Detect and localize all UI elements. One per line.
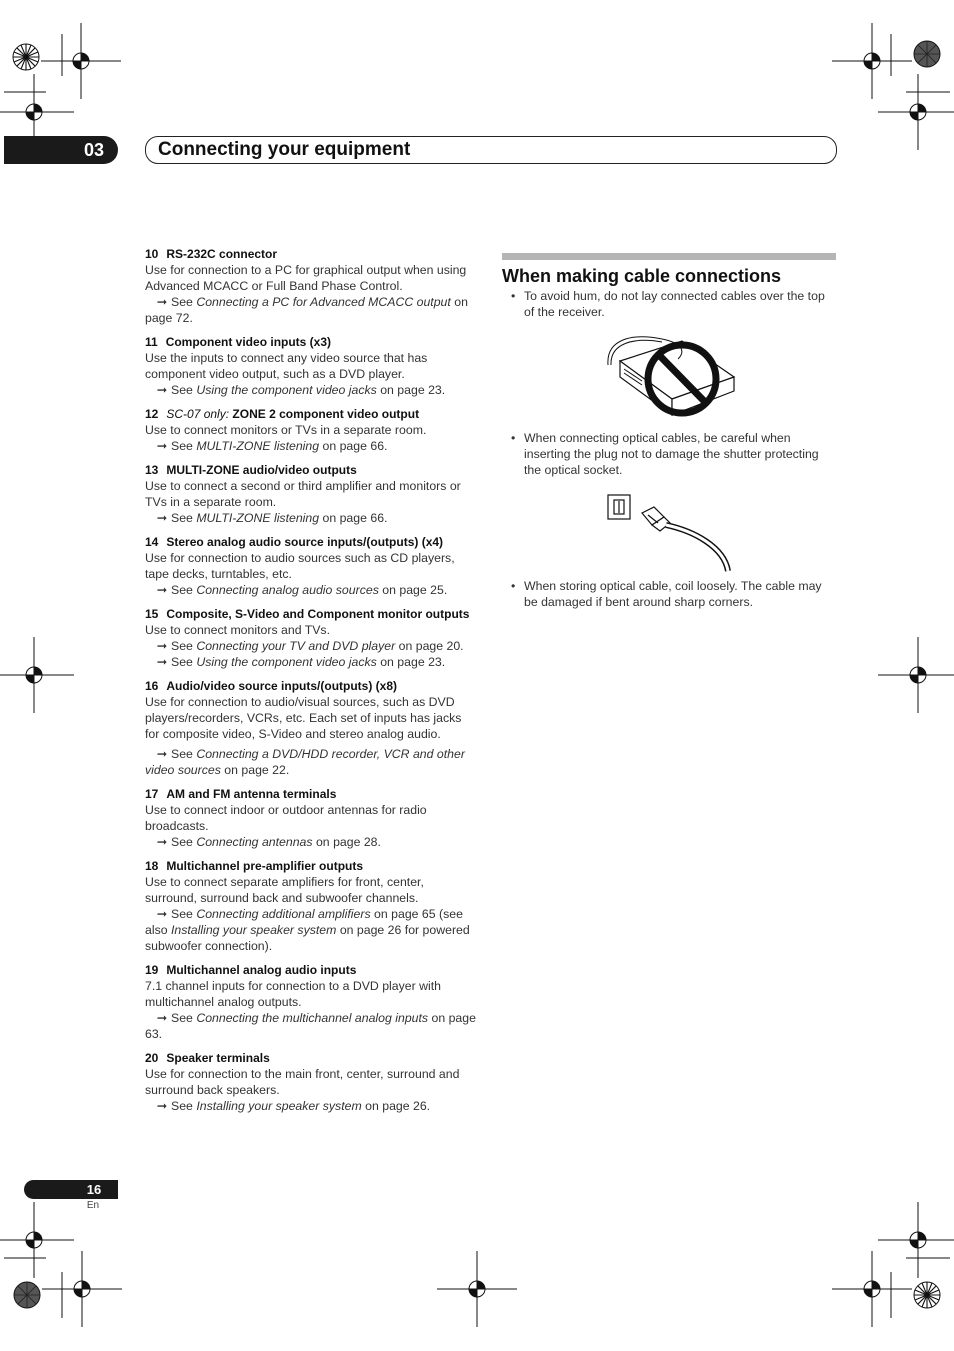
item-body: Use to connect monitors or TVs in a separate room.	[145, 423, 427, 437]
chapter-title: Connecting your equipment	[158, 139, 411, 160]
item-body: Use to connect separate amplifiers for front, center, surround, surround back and subwoofer channels.	[145, 875, 424, 905]
item-body: Use for connection to a PC for graphical output when using Advanced MCACC or Full Band Phase Control.	[145, 263, 467, 293]
page-number: 16	[86, 1182, 102, 1197]
cross-reference: ➞ See MULTI-ZONE listening on page 66.	[145, 438, 478, 454]
item-heading: 20 Speaker terminals	[145, 1051, 270, 1065]
item-body: 7.1 channel inputs for connection to a DVD player with multichannel analog outputs.	[145, 979, 441, 1009]
cross-reference: ➞ See Connecting a DVD/HDD recorder, VCR and other video sources on page 22.	[145, 747, 465, 777]
list-item	[145, 1050, 478, 1114]
bullet-item: • When connecting optical cables, be careful when inserting the plug not to damage the shutter protecting the optical socket.	[502, 430, 836, 478]
cross-reference: ➞ See Connecting analog audio sources on page 25.	[145, 582, 478, 598]
item-heading: 11 Component video inputs (x3)	[145, 335, 332, 349]
cross-reference: ➞ See Connecting your TV and DVD player on page 20.	[145, 638, 478, 654]
language-code: En	[86, 1200, 100, 1211]
item-heading: 14 Stereo analog audio source inputs/(outputs) (x4)	[145, 535, 444, 549]
item-heading: 13 MULTI-ZONE audio/video outputs	[145, 463, 357, 477]
arrow-icon: ➞	[156, 835, 167, 849]
arrow-icon: ➞	[156, 639, 167, 653]
bullet-item: • To avoid hum, do not lay connected cables over the top of the receiver.	[502, 288, 836, 320]
cross-reference: ➞ See Connecting additional amplifiers on page 65 (see also Installing your speaker system on page 26 for powered subwoofer connection).	[145, 907, 470, 953]
chapter-number: 03	[83, 140, 105, 160]
list-item	[145, 606, 478, 670]
section-divider	[502, 253, 836, 260]
arrow-icon: ➞	[156, 439, 167, 453]
arrow-icon: ➞	[156, 383, 167, 397]
arrow-icon: ➞	[156, 655, 167, 669]
list-item	[145, 462, 478, 526]
arrow-icon: ➞	[156, 1099, 167, 1113]
arrow-icon: ➞	[156, 583, 167, 597]
cross-reference: ➞ See Connecting a PC for Advanced MCACC output on page 72.	[145, 295, 468, 325]
cross-reference: ➞ See MULTI-ZONE listening on page 66.	[145, 510, 478, 526]
list-item	[145, 534, 478, 598]
item-body: Use the inputs to connect any video source that has component video output, such as a DVD player.	[145, 351, 428, 381]
item-body: Use to connect a second or third amplifier and monitors or TVs in a separate room.	[145, 479, 461, 509]
arrow-icon: ➞	[156, 511, 167, 525]
list-item	[145, 678, 478, 778]
list-item	[145, 858, 478, 954]
list-item	[145, 246, 478, 326]
item-heading: 17 AM and FM antenna terminals	[145, 787, 337, 801]
no-cables-over-receiver-illustration	[602, 329, 736, 421]
optical-cable-illustration	[604, 491, 734, 573]
item-body: Use for connection to audio/visual sources, such as DVD players/recorders, VCRs, etc. Each set of inputs has jacks for composite video, S-Video and stereo analog audio.	[145, 695, 462, 741]
cross-reference: ➞ See Connecting the multichannel analog inputs on page 63.	[145, 1011, 476, 1041]
item-body: Use to connect monitors and TVs.	[145, 623, 330, 637]
list-item	[145, 406, 478, 454]
item-body: Use for connection to the main front, center, surround and surround back speakers.	[145, 1067, 460, 1097]
list-item	[145, 334, 478, 398]
item-heading: 18 Multichannel pre-amplifier outputs	[145, 859, 364, 873]
item-body: Use to connect indoor or outdoor antennas for radio broadcasts.	[145, 803, 427, 833]
arrow-icon: ➞	[156, 747, 167, 761]
section-title: When making cable connections	[502, 266, 782, 286]
item-body: Use for connection to audio sources such as CD players, tape decks, turntables, etc.	[145, 551, 455, 581]
bullet-item: • When storing optical cable, coil loosely. The cable may be damaged if bent around sharp corners.	[502, 578, 836, 610]
item-heading: 16 Audio/video source inputs/(outputs) (x8)	[145, 679, 398, 693]
cross-reference: ➞ See Using the component video jacks on page 23.	[145, 654, 478, 670]
cross-reference: ➞ See Using the component video jacks on page 23.	[145, 382, 478, 398]
arrow-icon: ➞	[156, 1011, 167, 1025]
list-item	[145, 786, 478, 850]
item-heading: 19 Multichannel analog audio inputs	[145, 963, 357, 977]
item-heading: 10 RS-232C connector	[145, 247, 278, 261]
terminal-description-list	[145, 246, 478, 1122]
item-heading: 15 Composite, S-Video and Component monitor outputs	[145, 607, 470, 621]
list-item	[145, 962, 478, 1042]
arrow-icon: ➞	[156, 295, 167, 309]
cross-reference: ➞ See Connecting antennas on page 28.	[145, 834, 478, 850]
item-heading: 12 SC-07 only: ZONE 2 component video output	[145, 407, 420, 421]
arrow-icon: ➞	[156, 907, 167, 921]
cross-reference: ➞ See Installing your speaker system on page 26.	[145, 1098, 478, 1114]
